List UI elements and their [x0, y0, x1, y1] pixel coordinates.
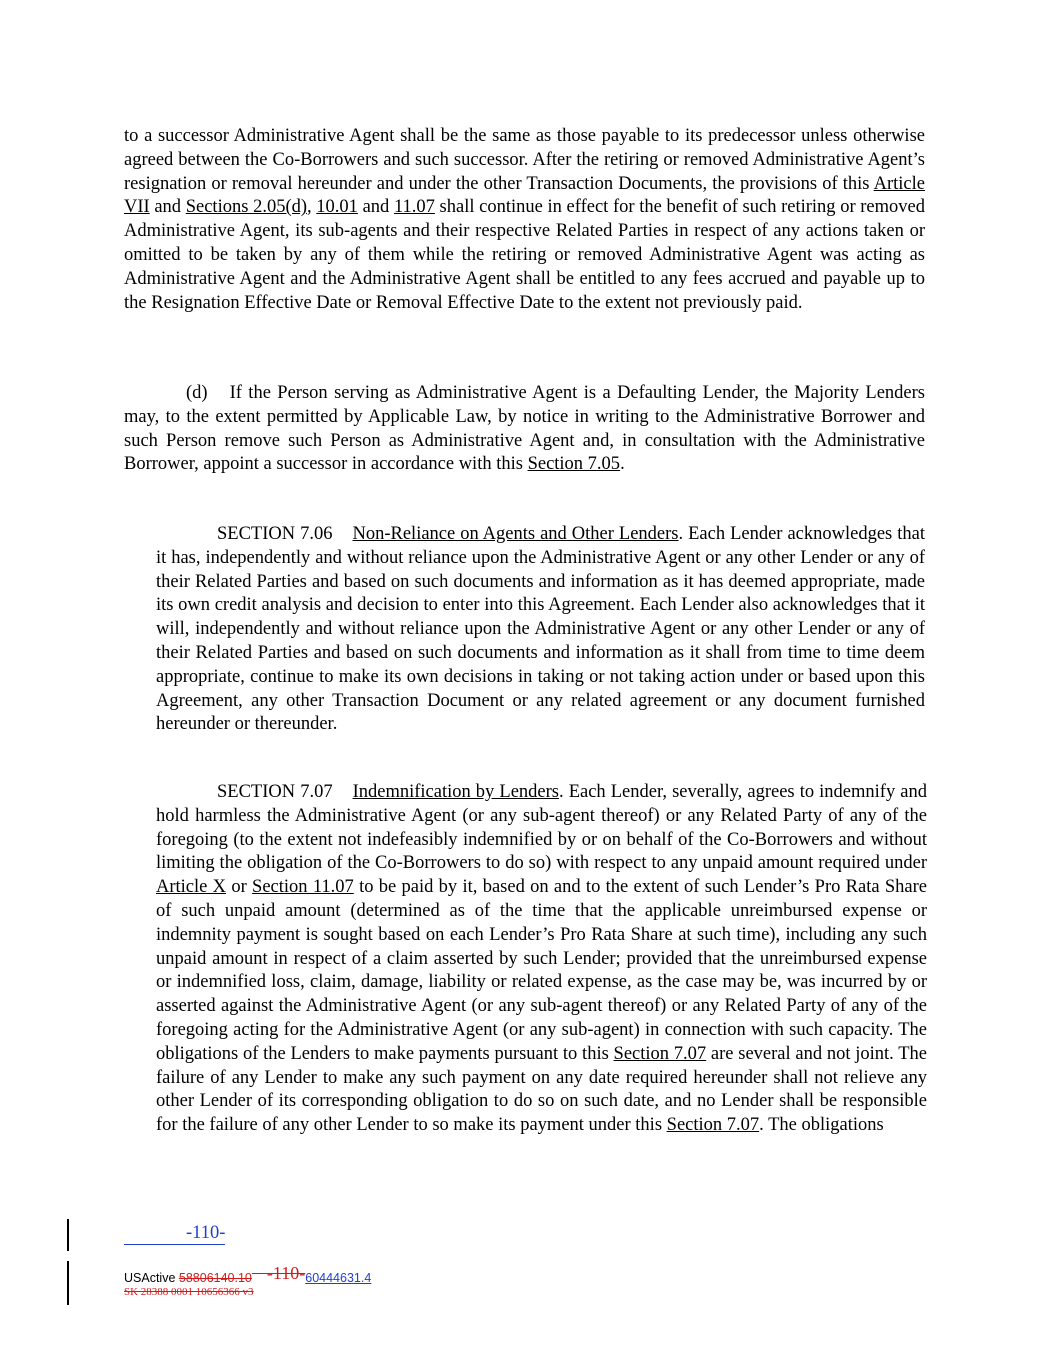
text: to a successor Administrative Agent shall be the same as those payable to its predecessor unless otherwise agreed between the Co-Borrowers and such successor. After the retiring or removed Administrative Agent’s resignation or removal hereunder and under the other Transaction Documents, the provisions of this [124, 126, 925, 194]
section-heading: Non-Reliance on Agents and Other Lenders [352, 524, 679, 544]
ref-section-11-07: Section 11.07 [252, 877, 354, 898]
page-number: -110- [124, 1222, 225, 1245]
text: . The obligations [759, 1115, 884, 1136]
ref-article-vii: Article VII [124, 173, 925, 218]
change-bar [67, 1261, 69, 1305]
footer-doc-id [124, 1263, 372, 1287]
clause-label: (d) [186, 383, 208, 403]
section-number: SECTION 7.07 [217, 782, 333, 802]
text: . Each Lender, severally, agrees to indemnify and hold harmless the Administrative Agent (or any sub-agent thereof) or any Related Party of any of the foregoing (to the extent not indefeasibly indemnified by or on behalf of the Co-Borrowers and without limiting the obligation of the Co-Borrowers to do so) with respect to any unpaid amount required under [156, 782, 927, 874]
text: . [620, 454, 625, 475]
ref-section-7-05: Section 7.05 [527, 454, 621, 475]
ref-section-7-07: Section 7.07 [613, 1043, 707, 1064]
deleted-page-number [252, 1263, 305, 1284]
text: , [307, 197, 317, 218]
section-heading: Indemnification by Lenders [352, 782, 559, 802]
section-7-06 [156, 523, 925, 737]
section-number: SECTION 7.06 [217, 524, 333, 544]
ref-11-07: 11.07 [393, 197, 435, 218]
doc-prefix: USActive [124, 1271, 179, 1285]
text: shall continue in effect for the benefit of such retiring or removed Administrative Agent, its sub-agents and their respective Related Parties in respect of any actions taken or omitted to be taken by any of them while the retiring or removed Administrative Agent was acting as Administrative Agent and the Administrative Agent shall be entitled to any fees accrued and payable up to the Resignation Effective Date or Removal Effective Date to the extent not previously paid. [124, 197, 925, 313]
paragraph-d-defaulting-lender [124, 382, 925, 477]
paragraph-successor-fees [124, 125, 925, 315]
text: to be paid by it, based on and to the extent of such Lender’s Pro Rata Share of such unpaid amount (determined as of the time that the applicable unreimbursed expense or indemnity payment is sought based on each Lender’s Pro Rata Share at such time), including any such unpaid amount in respect of a claim asserted by such Lender; provided that the unreimbursed expense or indemnified loss, claim, damage, liability or related expense, as the case may be, was incurred by or asserted against the Administrative Agent (or any sub-agent thereof) or any Related Party of any of the foregoing acting for the Administrative Agent (or any sub-agent) in connection with such capacity. The obligations of the Lenders to make payments pursuant to this [156, 877, 927, 1064]
change-bar [67, 1219, 69, 1251]
ref-10-01: 10.01 [316, 197, 358, 218]
ref-sections-2-05d: Sections 2.05(d) [185, 197, 308, 218]
footer-deleted-ref: SK 28388 0001 10656366 v3 [124, 1286, 254, 1298]
inserted-doc-id: 60444631.4 [305, 1271, 372, 1285]
text: . Each Lender acknowledges that it has, independently and without reliance upon the Administrative Agent or any other Lender or any of their Related Parties and based on such documents and information as it has deemed appropriate, made its own credit analysis and decision to enter into this Agreement. Each Lender also acknowledges that it will, independently and without reliance upon the Administrative Agent or any other Lender or any of their Related Parties and based on such documents and information as it shall from time to time deem appropriate, continue to make its own decisions in taking or not taking action under or based upon this Agreement, any other Transaction Document or any related agreement or any document furnished hereunder or thereunder. [156, 524, 925, 735]
text: and [357, 197, 394, 218]
text: and [149, 197, 186, 218]
deleted-page-text: -110- [266, 1263, 306, 1283]
ref-section-7-07: Section 7.07 [666, 1115, 760, 1136]
ref-article-x: Article X [156, 877, 227, 898]
text: or [226, 877, 253, 898]
text: If the Person serving as Administrative Agent is a Defaulting Lender, the Majority Lenders may, to the extent permitted by Applicable Law, by notice in writing to the Administrative Borrower and such Person remove such Person as Administrative Agent and, in consultation with the Administrative Borrower, appoint a successor in accordance with this [124, 383, 925, 475]
text: are several and not joint. The failure of any Lender to make any such payment on any date required hereunder shall not relieve any other Lender of its corresponding obligation to do so on such date, and no Lender shall be responsible for the failure of any other Lender to so make its payment under this [156, 1043, 927, 1136]
deleted-doc-id: 58806140.10 [178, 1271, 252, 1285]
section-7-07 [156, 781, 927, 1138]
